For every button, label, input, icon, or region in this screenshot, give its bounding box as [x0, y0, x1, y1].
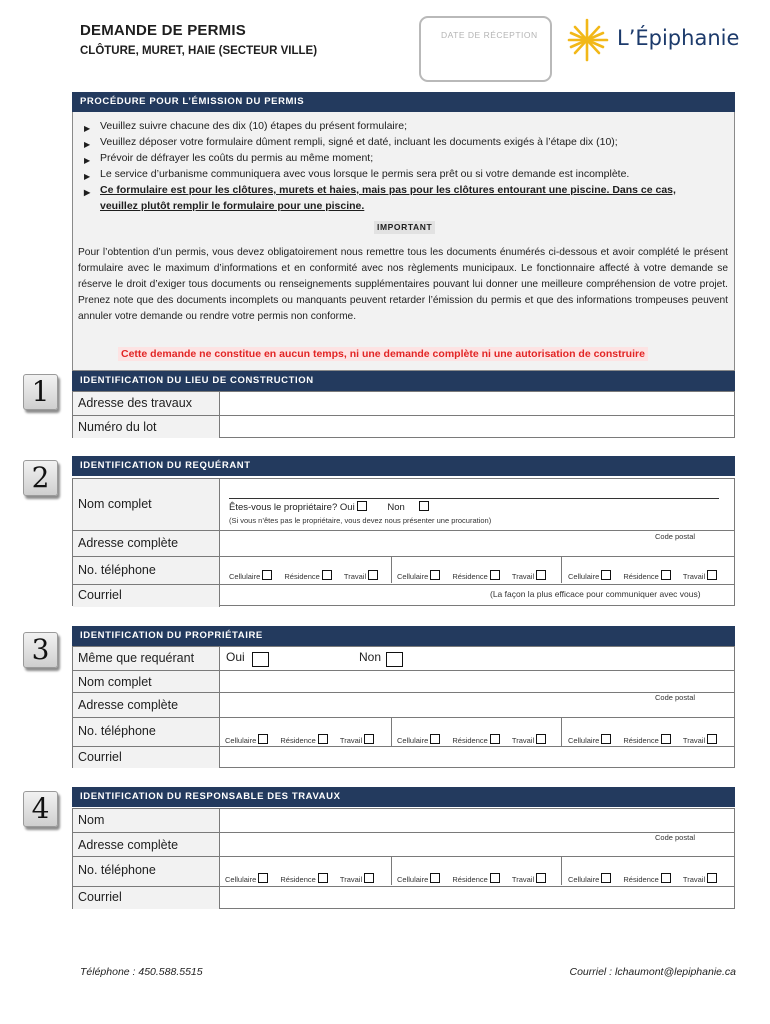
field-label: Adresse complète [73, 833, 220, 857]
residence-checkbox[interactable] [661, 734, 671, 744]
field-label: Adresse complète [73, 693, 220, 718]
procuration-note: (Si vous n’êtes pas le propriétaire, vous devez nous présenter une procuration) [229, 516, 492, 525]
cellulaire-checkbox[interactable] [258, 734, 268, 744]
residence-checkbox[interactable] [490, 734, 500, 744]
code-postal-label: Code postal [655, 833, 696, 842]
footer-email[interactable]: Courriel : lchaumont@lepiphanie.ca [569, 966, 736, 978]
travail-checkbox[interactable] [707, 873, 717, 883]
step-number-3: 3 [23, 632, 58, 668]
field-label: Numéro du lot [73, 416, 220, 438]
field-row[interactable] [73, 415, 734, 438]
bullet-arrow-icon: ▶ [84, 156, 91, 165]
field-label: No. téléphone [73, 857, 220, 887]
residence-checkbox[interactable] [490, 873, 500, 883]
section4-heading: IDENTIFICATION DU RESPONSABLE DES TRAVAUX [72, 787, 735, 807]
important-label: IMPORTANT [374, 221, 435, 234]
residence-checkbox[interactable] [322, 570, 332, 580]
owner-yes-checkbox[interactable] [357, 501, 367, 511]
section1-heading: IDENTIFICATION DU LIEU DE CONSTRUCTION [72, 371, 735, 391]
code-postal-label: Code postal [655, 693, 696, 702]
phone-options-group: Cellulaire Résidence Travail [397, 570, 546, 581]
bullet-arrow-icon: ▶ [84, 172, 91, 181]
owner-no-checkbox[interactable] [419, 501, 429, 511]
step-number-1: 1 [23, 374, 58, 410]
logo-star-icon [567, 18, 613, 62]
bullet-arrow-icon: ▶ [84, 140, 91, 149]
travail-checkbox[interactable] [536, 873, 546, 883]
courriel-note: (La façon la plus efficace pour communiquer avec vous) [490, 589, 701, 599]
logo-text: L’Épiphanie [617, 26, 740, 50]
warning-text: Cette demande ne constitue en aucun temps, ni une demande complète ni une autorisation de construire [118, 347, 648, 361]
column-divider [561, 717, 562, 746]
field-label: Même que requérant [73, 647, 220, 670]
residence-checkbox[interactable] [490, 570, 500, 580]
cellulaire-checkbox[interactable] [262, 570, 272, 580]
phone-options-group: Cellulaire Résidence Travail [568, 873, 717, 884]
travail-checkbox[interactable] [536, 570, 546, 580]
section2-heading: IDENTIFICATION DU REQUÉRANT [72, 456, 735, 476]
procedure-bullet: ▶ Veuillez déposer votre formulaire dûment rempli, signé et daté, incluant les documents exigés à l’étape dix (10); [78, 134, 728, 150]
field-row[interactable] [73, 670, 734, 693]
residence-checkbox[interactable] [661, 873, 671, 883]
field-label: Courriel [73, 747, 220, 768]
cellulaire-checkbox[interactable] [430, 734, 440, 744]
column-divider [391, 717, 392, 746]
cellulaire-checkbox[interactable] [601, 873, 611, 883]
section4-form [72, 808, 735, 909]
procedure-bullet: ▶ Prévoir de défrayer les coûts du permis au même moment; [78, 150, 728, 166]
procedure-heading: PROCÉDURE POUR L’ÉMISSION DU PERMIS [72, 92, 735, 112]
column-divider [561, 556, 562, 583]
field-row[interactable] [73, 692, 734, 718]
section3-form [72, 646, 735, 768]
cellulaire-checkbox[interactable] [601, 570, 611, 580]
form-subtitle: CLÔTURE, MURET, HAIE (SECTEUR VILLE) [80, 45, 318, 57]
field-row[interactable] [73, 392, 734, 415]
travail-checkbox[interactable] [364, 734, 374, 744]
section1-form [72, 391, 735, 438]
same-yes-option: Oui [226, 650, 269, 667]
travail-checkbox[interactable] [707, 570, 717, 580]
cellulaire-checkbox[interactable] [601, 734, 611, 744]
travail-checkbox[interactable] [707, 734, 717, 744]
phone-options-group: Cellulaire Résidence Travail [397, 873, 546, 884]
field-label: No. téléphone [73, 718, 220, 747]
same-no-checkbox[interactable] [386, 652, 403, 667]
field-label: Adresse complète [73, 531, 220, 557]
travail-checkbox[interactable] [368, 570, 378, 580]
column-divider [561, 856, 562, 885]
field-label: Adresse des travaux [73, 392, 220, 415]
section3-heading: IDENTIFICATION DU PROPRIÉTAIRE [72, 626, 735, 646]
phone-options-group: Cellulaire Résidence Travail [225, 873, 374, 884]
field-label: Nom complet [73, 479, 220, 530]
travail-checkbox[interactable] [536, 734, 546, 744]
field-label: Courriel [73, 585, 220, 607]
same-no-option: Non [359, 650, 403, 667]
form-title: DEMANDE DE PERMIS [80, 22, 246, 39]
procedure-paragraph: Pour l’obtention d’un permis, vous devez obligatoirement nous remettre tous les documents énumérés ci-dessous et avoir complété le présent formulaire avec le maximum d’informations et en conformité avec nos règlements municipaux. Le fonctionnaire affecté à votre demande se réserve le droit d’exiger tous documents ou renseignements supplémentaires pouvant lui donner une meilleure compréhension de votre projet. Prenez note que des documents incomplets ou manquants peuvent retarder l’émission du permis et que des informations trompeuses peuvent annuler votre demande ou rendre votre permis non conforme. [78, 247, 728, 322]
cellulaire-checkbox[interactable] [430, 873, 440, 883]
date-reception-box[interactable] [419, 16, 552, 82]
field-row[interactable] [73, 832, 734, 857]
column-divider [391, 856, 392, 885]
field-label: No. téléphone [73, 557, 220, 585]
phone-options-group: Cellulaire Résidence Travail [568, 570, 717, 581]
phone-options-group: Cellulaire Résidence Travail [568, 734, 717, 745]
procedure-bullet-piscine-cont: veuillez plutôt remplir le formulaire pour une piscine. [100, 200, 365, 212]
field-row[interactable] [73, 746, 734, 768]
field-row[interactable] [73, 647, 734, 670]
code-postal-label: Code postal [655, 532, 696, 541]
phone-options-group: Cellulaire Résidence Travail [229, 570, 378, 581]
phone-options-group: Cellulaire Résidence Travail [397, 734, 546, 745]
column-divider [391, 556, 392, 583]
field-row[interactable] [73, 809, 734, 832]
step-number-2: 2 [23, 460, 58, 496]
owner-question: Êtes-vous le propriétaire? Oui Non [229, 501, 429, 513]
residence-checkbox[interactable] [661, 570, 671, 580]
field-label: Nom complet [73, 671, 220, 693]
residence-checkbox[interactable] [318, 873, 328, 883]
date-reception-label: DATE DE RÉCEPTION [441, 30, 538, 40]
field-row[interactable] [73, 886, 734, 909]
step-number-4: 4 [23, 791, 58, 827]
cellulaire-checkbox[interactable] [430, 570, 440, 580]
footer-phone: Téléphone : 450.588.5515 [80, 966, 203, 978]
travail-checkbox[interactable] [364, 873, 374, 883]
procedure-bullet: ▶ Le service d’urbanisme communiquera avec vous lorsque le permis sera prêt ou si votre demande est incomplète. [78, 166, 728, 182]
residence-checkbox[interactable] [318, 734, 328, 744]
procedure-bullet-piscine: ▶ Ce formulaire est pour les clôtures, murets et haies, mais pas pour les clôtures entourant une piscine. Dans ce cas, [78, 182, 730, 198]
field-label: Nom [73, 809, 220, 832]
same-yes-checkbox[interactable] [252, 652, 269, 667]
bullet-arrow-icon: ▶ [84, 124, 91, 133]
field-row[interactable] [73, 530, 734, 557]
cellulaire-checkbox[interactable] [258, 873, 268, 883]
name-underline [229, 498, 719, 499]
phone-options-group: Cellulaire Résidence Travail [225, 734, 374, 745]
field-label: Courriel [73, 887, 220, 909]
procedure-bullet: ▶ Veuillez suivre chacune des dix (10) étapes du présent formulaire; [78, 118, 728, 134]
bullet-arrow-icon: ▶ [84, 188, 91, 197]
